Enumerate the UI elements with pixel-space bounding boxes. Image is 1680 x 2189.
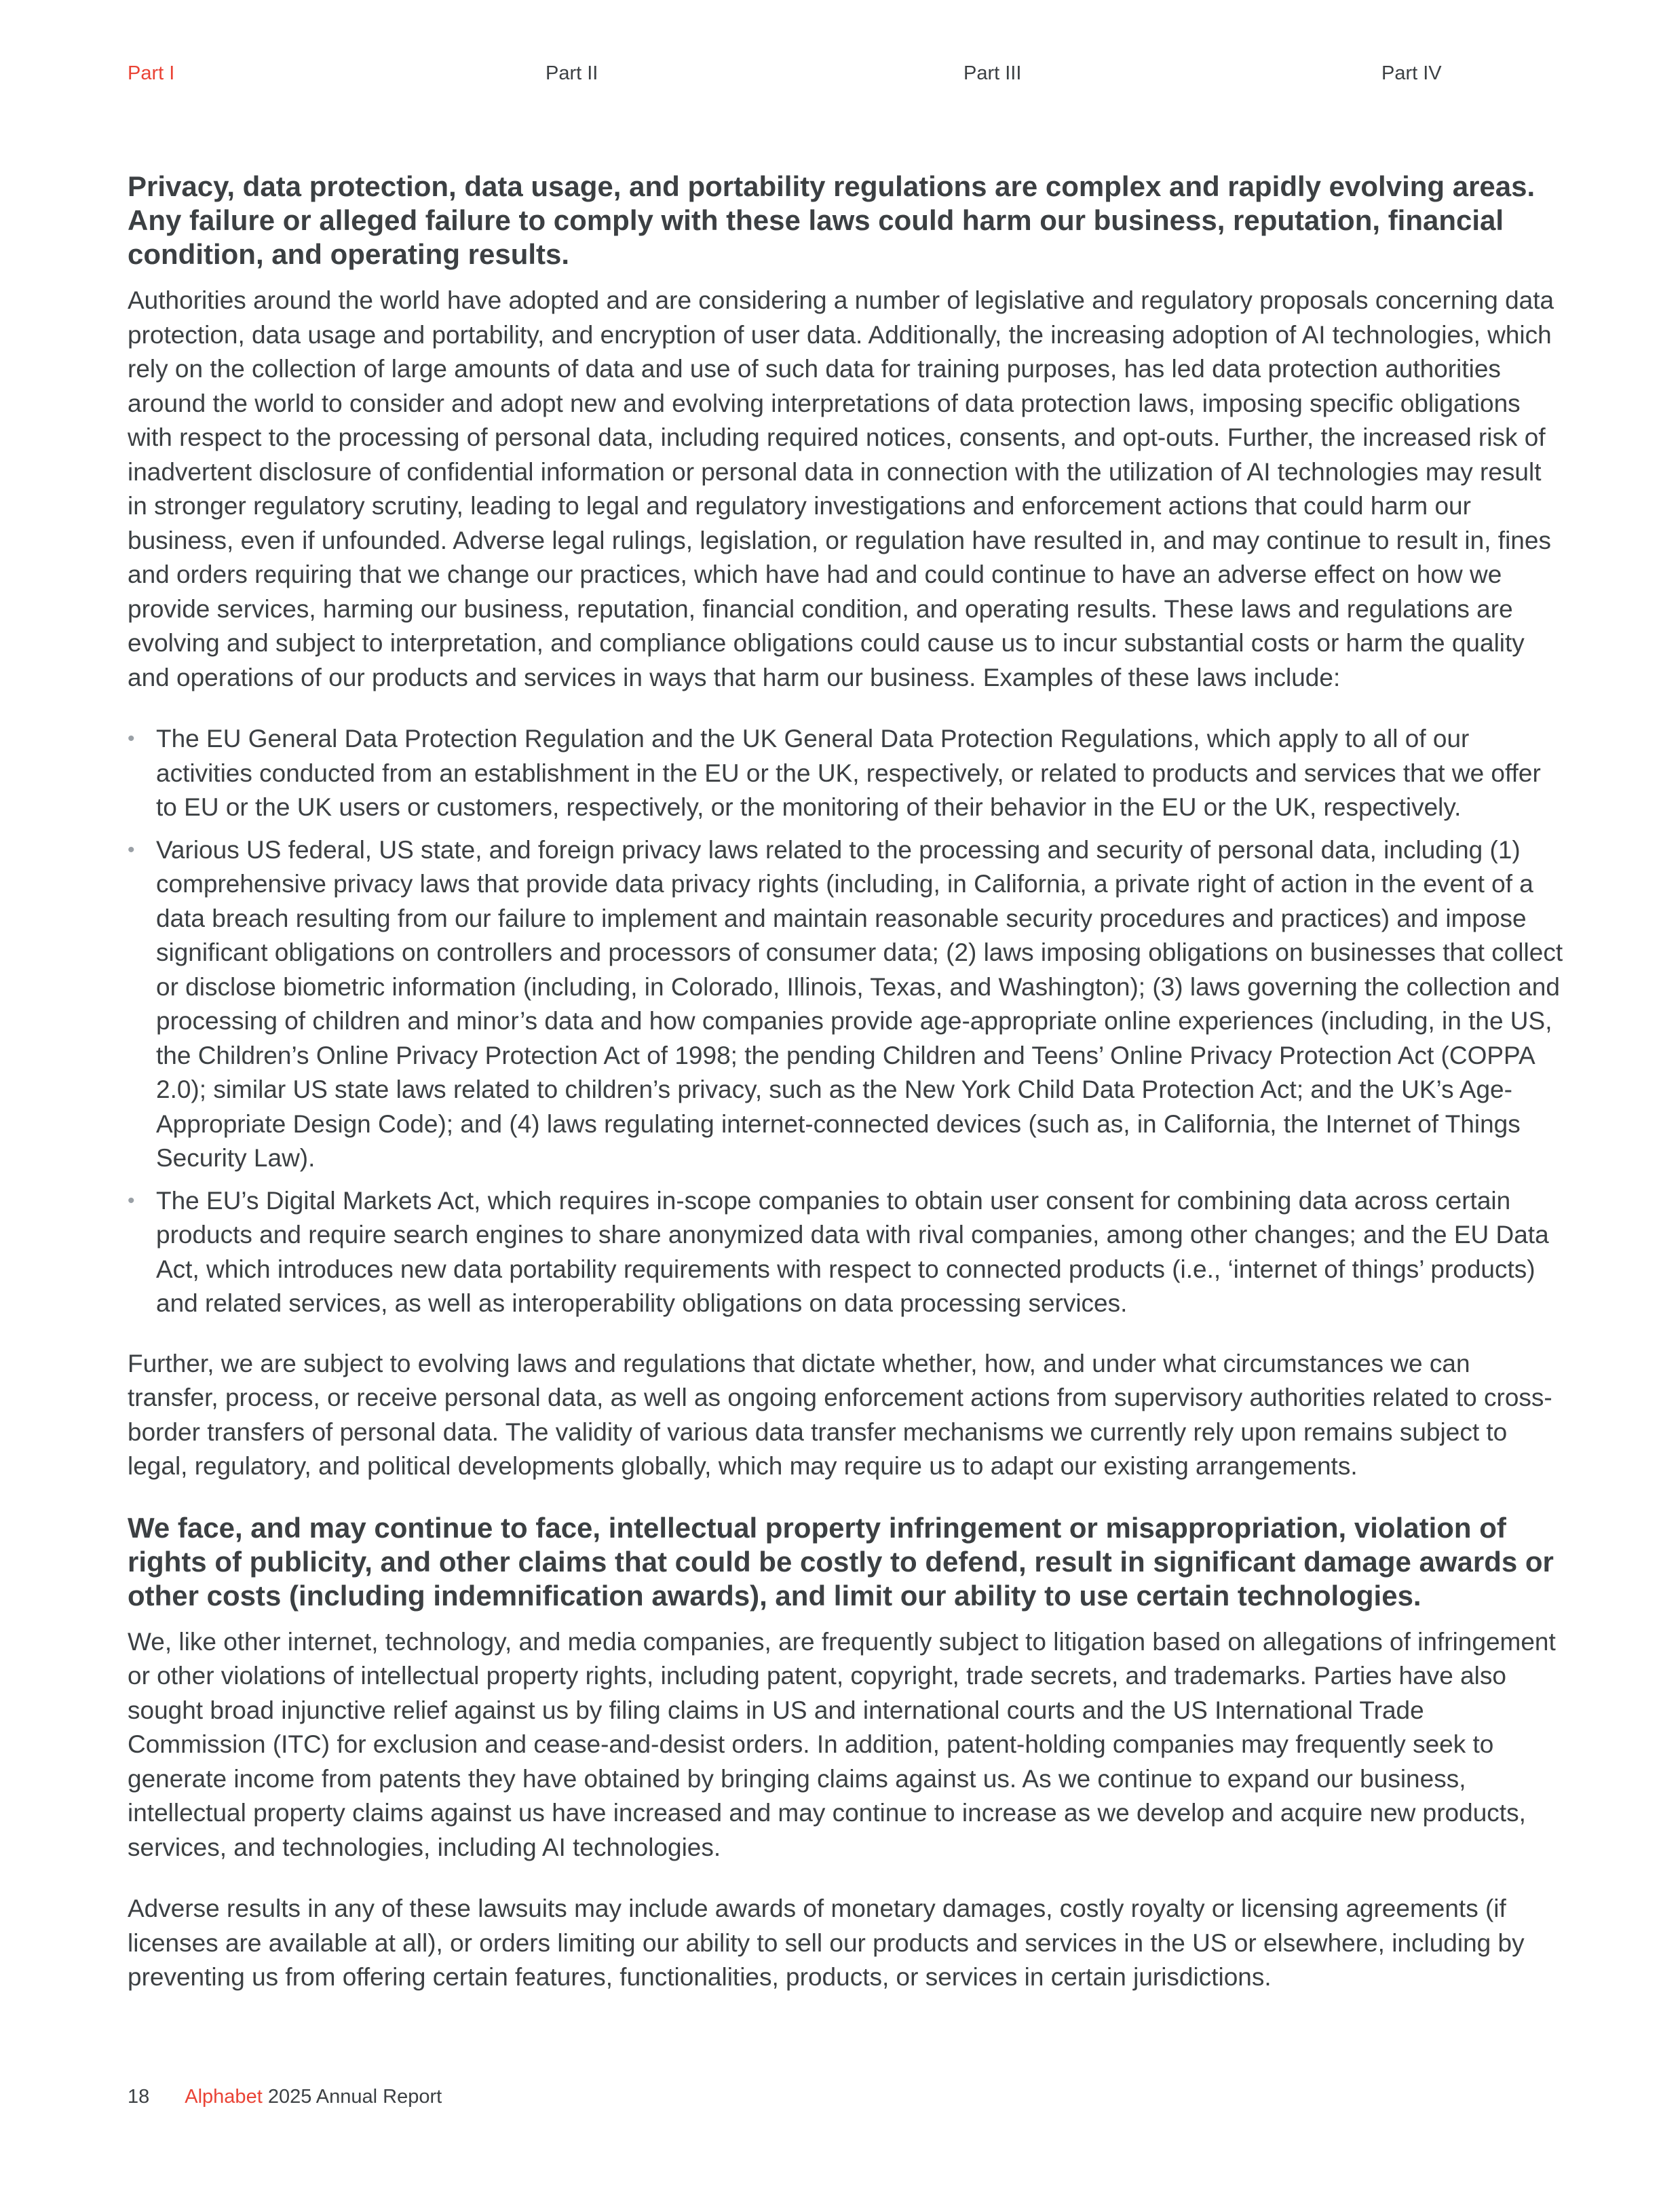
privacy-paragraph-1: Authorities around the world have adopted and are considering a number of legislative and regulatory proposals concerning data protection, data usage and portability, and encryption of user data. Additionally, the increasing adoption of AI technologies, which rely on the collection of large amounts of data and use of such data for training purposes, has led data protection authorities around the world to consider and adopt new and evolving interpretations of data protection laws, imposing specific obligations with respect to the processing of personal data, including required notices, consents, and opt-outs. Further, the increased risk of inadvertent disclosure of confidential information or personal data in connection with the utilization of AI technologies may result in stronger regulatory scrutiny, leading to legal and regulatory investigations and enforcement actions that could harm our business, even if unfounded. Adverse legal rulings, legislation, or regulation have resulted in, and may continue to result in, fines and orders requiring that we change our practices, which have had and could continue to have an adverse effect on how we provide services, harming our business, reputation, financial condition, and operating results. These laws and regulations are evolving and subject to interpretation, and compliance obligations could cause us to incur substantial costs or harm the quality and operations of our products and services in ways that harm our business. Examples of these laws include: [128,286,1554,691]
privacy-risk-section [128,170,1566,1484]
privacy-laws-list [128,722,1566,1321]
page-footer [128,2086,442,2108]
list-item [128,722,1566,825]
bullet-icon: • [128,838,135,861]
document-body [128,170,1566,2022]
bullet-icon: • [128,1189,135,1212]
list-item-text: The EU’s Digital Markets Act, which requires in-scope companies to obtain user consent for combining data across certain products and require search engines to share anonymized data with rival companies, among other changes; and the EU Data Act, which introduces new data portability requirements with respect to connected products (i.e., ‘internet of things’ products) and related services, as well as interoperability obligations on data processing services. [156,1186,1549,1317]
ip-risk-section [128,1511,1566,1995]
report-title: 2025 Annual Report [267,2086,442,2108]
nav-part-iii[interactable]: Part III [963,62,1022,84]
bullet-icon: • [128,727,135,750]
page-number: 18 [128,2086,150,2108]
ip-section-heading: We face, and may continue to face, intellectual property infringement or misappropriation, violation of rights of publicity, and other claims that could be costly to defend, result in significant damage awards or other costs (including indemnification awards), and limit our ability to use certain technologies. [128,1511,1554,1612]
top-navigation [128,62,1552,96]
brand-name[interactable]: Alphabet [185,2086,263,2108]
ip-paragraph-2: Adverse results in any of these lawsuits may include awards of monetary damages, costly royalty or licensing agreements (if licenses are available at all), or orders limiting our ability to sell our products and services in the US or elsewhere, including by preventing us from offering certain features, functionalities, products, or services in certain jurisdictions. [128,1895,1525,1991]
list-item [128,833,1566,1176]
list-item [128,1184,1566,1321]
nav-part-i[interactable]: Part I [128,62,175,84]
privacy-section-heading: Privacy, data protection, data usage, and portability regulations are complex and rapidly evolving areas. Any failure or alleged failure to comply with these laws could harm our business, reputation, financial condition, and operating results. [128,170,1535,270]
list-item-text: The EU General Data Protection Regulation and the UK General Data Protection Regulations, which apply to all of our activities conducted from an establishment in the EU or the UK, respectively, or related to products and services that we offer to EU or the UK users or customers, respectively, or the monitoring of their behavior in the EU or the UK, respectively. [156,725,1541,821]
nav-part-iv[interactable]: Part IV [1381,62,1442,84]
list-item-text: Various US federal, US state, and foreign privacy laws related to the processing and security of personal data, including (1) comprehensive privacy laws that provide data privacy rights (including, in California, a private right of action in the event of a data breach resulting from our failure to implement and maintain reasonable security procedures and practices) and impose significant obligations on controllers and processors of consumer data; (2) laws imposing obligations on businesses that collect or disclose biometric information (including, in Colorado, Illinois, Texas, and Washington); (3) laws governing the collection and processing of children and minor’s data and how companies provide age-appropriate online experiences (including, in the US, the Children’s Online Privacy Protection Act of 1998; the pending Children and Teens’ Online Privacy Protection Act (COPPA 2.0); similar US state laws related to children’s privacy, such as the New York Child Data Protection Act; and the UK’s Age-Appropriate Design Code); and (4) laws regulating internet-connected devices (such as, in California, the Internet of Things Security Law). [156,835,1563,1172]
privacy-paragraph-2: Further, we are subject to evolving laws and regulations that dictate whether, how, and under what circumstances we can transfer, process, or receive personal data, as well as ongoing enforcement actions from supervisory authorities related to cross-border transfers of personal data. The validity of various data transfer mechanisms we currently rely upon remains subject to legal, regulatory, and political developments globally, which may require us to adapt our existing arrangements. [128,1349,1552,1480]
nav-part-ii[interactable]: Part II [546,62,598,84]
ip-paragraph-1: We, like other internet, technology, and media companies, are frequently subject to litigation based on allegations of infringement or other violations of intellectual property rights, including patent, copyright, trade secrets, and trademarks. Parties have also sought broad injunctive relief against us by filing claims in US and international courts and the US International Trade Commission (ITC) for exclusion and cease-and-desist orders. In addition, patent-holding companies may frequently seek to generate income from patents they have obtained by bringing claims against us. As we continue to expand our business, intellectual property claims against us have increased and may continue to increase as we develop and acquire new products, services, and technologies, including AI technologies. [128,1627,1556,1861]
